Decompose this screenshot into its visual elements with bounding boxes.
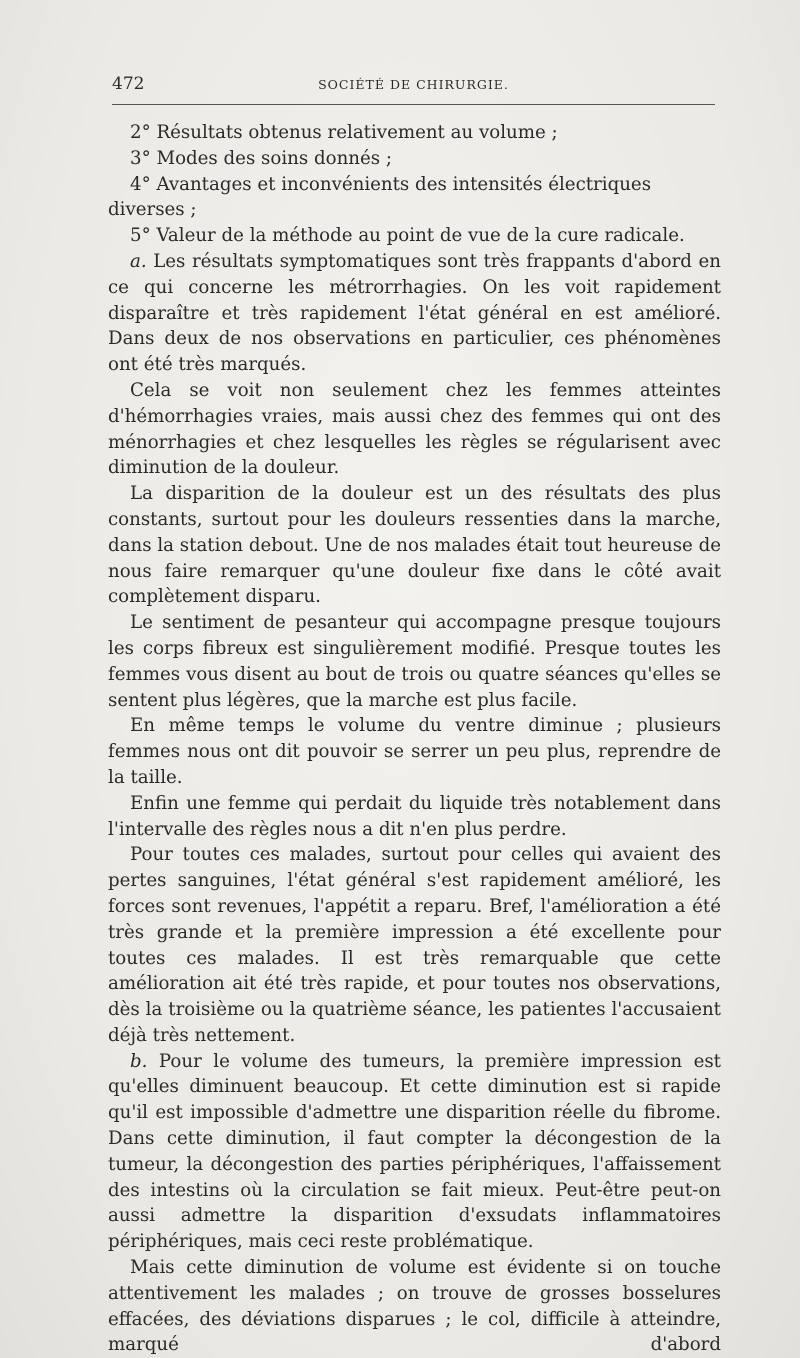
- paragraph-a: [108, 249, 721, 378]
- body-text: [108, 120, 721, 1358]
- paragraph-a-text: Les résultats symptomatiques sont très frappants d'abord en ce qui concerne les métrorrhagies. On les voit rapidement disparaître et très rapidement l'état général en est amélioré. Dans deux de nos observations en particulier, ces phénomènes ont été très marqués.: [108, 250, 721, 376]
- paragraph-b: [108, 1049, 721, 1255]
- paragraph: Cela se voit non seulement chez les femmes atteintes d'hémorrhagies vraies, mais aussi chez des femmes qui ont des ménorrhagies et chez lesquelles les règles se régularisent avec diminution de la douleur.: [108, 379, 721, 479]
- paragraph-b-label: b.: [130, 1050, 148, 1072]
- list-item: 5° Valeur de la méthode au point de vue de la cure radicale.: [130, 225, 685, 247]
- header-rule: [112, 104, 715, 105]
- paragraph: La disparition de la douleur est un des résultats des plus constants, surtout pour les douleurs ressenties dans la marche, dans la station debout. Une de nos malades était tout heureuse de nous faire remarquer qu'une douleur fixe dans le côté avait complètement disparu.: [108, 483, 721, 608]
- paragraph-a-label: a.: [130, 250, 147, 272]
- paragraph-b-text: Pour le volume des tumeurs, la première impression est qu'elles diminuent beaucoup. Et cette diminution est si rapide qu'il est impossible d'admettre une disparition réelle du fibrome. Dans cette diminution, il faut compter la décongestion de la tumeur, la décongestion des parties périphériques, l'affaissement des intestins où la circulation se fait mieux. Peut-être peut-on aussi admettre la disparition d'exsudats inflammatoires périphériques, mais ceci reste problématique.: [108, 1050, 721, 1253]
- paragraph: Le sentiment de pesanteur qui accompagne presque toujours les corps fibreux est singulièrement modifié. Presque toutes les femmes vous disent au bout de trois ou quatre séances qu'elles se sentent plus légères, que la marche est plus facile.: [108, 612, 721, 711]
- list-item: 4° Avantages et inconvénients des intensités électriques diverses ;: [108, 173, 652, 221]
- list-item: 3° Modes des soins donnés ;: [130, 147, 393, 169]
- page-header: [112, 74, 715, 98]
- paragraph: Enfin une femme qui perdait du liquide très notablement dans l'intervalle des règles nous a dit n'en plus perdre.: [108, 792, 721, 840]
- paragraph: Pour toutes ces malades, surtout pour celles qui avaient des pertes sanguines, l'état général s'est rapidement amélioré, les forces sont revenues, l'appétit a reparu. Bref, l'amélioration a été très grande et la première impression a été excellente pour toutes ces malades. Il est très remarquable que cette amélioration ait été très rapide, et pour toutes nos observations, dès la troisième ou la quatrième séance, les patientes l'accusaient déjà très nettement.: [108, 844, 721, 1046]
- list-item: 2° Résultats obtenus relativement au volume ;: [130, 122, 558, 143]
- paragraph: En même temps le volume du ventre diminue ; plusieurs femmes nous ont dit pouvoir se serrer un peu plus, reprendre de la taille.: [108, 715, 721, 788]
- paragraph: Mais cette diminution de volume est évidente si on touche attentivement les malades ; on trouve de grosses bosselures effacées, des déviations disparues ; le col, difficile à atteindre, marqué d'abord: [108, 1257, 721, 1356]
- page-number: 472: [112, 74, 145, 94]
- running-head: SOCIÉTÉ DE CHIRURGIE.: [318, 77, 509, 92]
